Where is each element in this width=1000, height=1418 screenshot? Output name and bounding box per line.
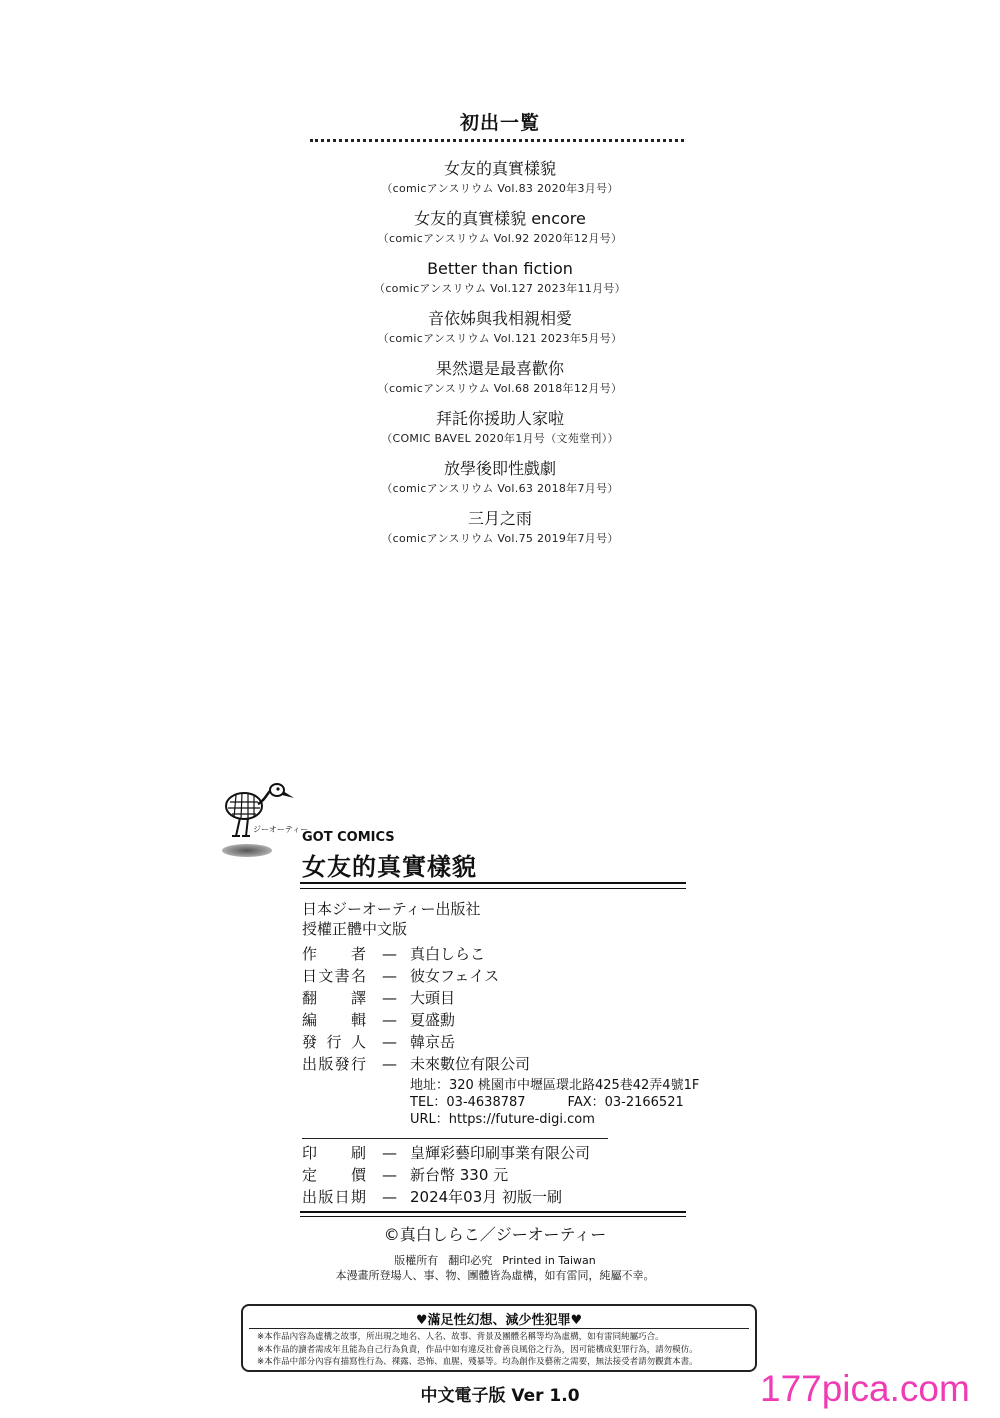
rights-text: 翻印必究 xyxy=(448,1254,493,1267)
warning-slogan: ♥滿足性幻想、減少性犯罪♥ xyxy=(415,1313,583,1328)
publication-source: （comicアンスリウム Vol.121 2023年5月号） xyxy=(377,332,623,345)
tel-text: TEL：03-4638787 xyxy=(410,1095,526,1110)
warning-notes xyxy=(257,1331,698,1369)
publication-source: （comicアンスリウム Vol.92 2020年12月号） xyxy=(377,232,623,245)
credit-label: 翻譯 xyxy=(302,989,366,1007)
publisher-note-line: 日本ジーオーティー出版社 xyxy=(302,900,481,918)
rights-text: Printed in Taiwan xyxy=(502,1254,596,1267)
contact-line xyxy=(410,1094,699,1111)
warning-divider xyxy=(249,1328,749,1329)
publication-title: 拜託你援助人家啦 xyxy=(435,409,564,428)
credit-value: 韓京岳 xyxy=(410,1033,456,1051)
credit-dash: — xyxy=(382,1188,397,1206)
logo-shadow xyxy=(222,844,272,857)
copyright-notice: ©真白しらこ／ジーオーティー xyxy=(383,1225,607,1244)
title-rule xyxy=(300,882,686,889)
publication-entry xyxy=(0,208,1000,258)
warning-note: ※本作品內容為虛構之故事，所出現之地名、人名、故事、背景及團體名稱等均為虛構，如有雷同純屬巧合。 xyxy=(257,1332,664,1342)
disclaimer: 本漫畫所登場人、事、物、團體皆為虛構，如有雷同，純屬不幸。 xyxy=(335,1269,655,1282)
rights-text: 版權所有 xyxy=(394,1254,439,1267)
credit-value: 彼女フェイス xyxy=(410,967,500,985)
logo-label: ジーオーティー xyxy=(253,825,309,834)
first-publication-list xyxy=(0,158,1000,558)
rights-line xyxy=(0,1252,990,1268)
edition-version: 中文電子版 Ver 1.0 xyxy=(420,1386,580,1406)
fax-text: FAX：03-2166521 xyxy=(567,1095,684,1110)
publication-entry xyxy=(0,358,1000,408)
publisher-note-line: 授權正體中文版 xyxy=(302,920,408,938)
credit-dash: — xyxy=(382,1011,397,1029)
credit-dash: — xyxy=(382,1144,397,1162)
publication-title: 女友的真實樣貌 encore xyxy=(414,209,586,228)
credit-label: 印刷 xyxy=(302,1144,366,1162)
credit-value: 夏盛勳 xyxy=(410,1011,456,1029)
book-title: 女友的真實樣貌 xyxy=(302,853,477,881)
credit-label: 發行人 xyxy=(302,1033,366,1051)
credit-value: 未來數位有限公司 xyxy=(410,1055,531,1073)
credit-dash: — xyxy=(382,1166,397,1184)
credit-value: 真白しらこ xyxy=(410,945,486,963)
credit-dash: — xyxy=(382,967,397,985)
warning-box xyxy=(241,1304,757,1372)
dotted-divider xyxy=(310,139,684,142)
credit-label: 作者 xyxy=(302,945,366,963)
credit-dash: — xyxy=(382,989,397,1007)
publication-entry xyxy=(0,308,1000,358)
publication-entry xyxy=(0,408,1000,458)
publication-entry xyxy=(0,158,1000,208)
publication-title: 放學後即性戲劇 xyxy=(443,459,556,478)
credit-label: 編輯 xyxy=(302,1011,366,1029)
warning-note: ※本作品的讀者需成年且能為自己行為負責，作品中如有違反社會善良風俗之行為，因可能構成犯罪行為，請勿模仿。 xyxy=(257,1344,698,1355)
publication-title: 果然還是最喜歡你 xyxy=(435,359,564,378)
credit-dash: — xyxy=(382,1033,397,1051)
credit-value: 新台幣 330 元 xyxy=(410,1166,509,1184)
credits-divider xyxy=(302,1138,608,1139)
credit-label: 出版發行 xyxy=(302,1055,366,1073)
credit-label: 定價 xyxy=(302,1166,366,1184)
credit-value: 皇輝彩藝印刷事業有限公司 xyxy=(410,1144,591,1162)
credit-label: 出版日期 xyxy=(302,1188,366,1206)
credit-value: 2024年03月 初版一刷 xyxy=(410,1188,563,1206)
publisher-note xyxy=(302,899,481,939)
publication-title: 音依姊與我相親相愛 xyxy=(427,309,572,328)
warning-note: ※本作品中部分內容有描寫性行為、裸露、恐怖、血腥、殘暴等。均為創作及藝術之需要，無法接受者請勿觀賞本書。 xyxy=(257,1357,698,1367)
series-label: GOT COMICS xyxy=(302,830,395,845)
publication-title: 女友的真實樣貌 xyxy=(443,159,556,178)
publication-source: （COMIC BAVEL 2020年1月号（文苑堂刊）） xyxy=(381,432,619,445)
url-line: URL：https://future-digi.com xyxy=(410,1112,595,1127)
publication-source: （comicアンスリウム Vol.68 2018年12月号） xyxy=(377,382,623,395)
publication-entry xyxy=(0,508,1000,558)
publication-source: （comicアンスリウム Vol.75 2019年7月号） xyxy=(381,532,619,545)
publication-source: （comicアンスリウム Vol.127 2023年11月号） xyxy=(374,282,626,295)
publication-title: Better than fiction xyxy=(427,259,573,278)
publication-source: （comicアンスリウム Vol.63 2018年7月号） xyxy=(381,482,619,495)
publication-source: （comicアンスリウム Vol.83 2020年3月号） xyxy=(381,182,619,195)
first-publication-heading: 初出一覧 xyxy=(459,112,540,134)
colophon-bottom-rule xyxy=(300,1211,686,1217)
credit-dash: — xyxy=(382,1055,397,1073)
publication-title: 三月之雨 xyxy=(467,509,532,528)
publication-entry xyxy=(0,458,1000,508)
credit-value: 大頭目 xyxy=(410,989,456,1007)
publication-entry xyxy=(0,258,1000,308)
address-block xyxy=(410,1077,699,1128)
credit-dash: — xyxy=(382,945,397,963)
address-line: 地址：320 桃園市中壢區環北路425巷42弄4號1F xyxy=(410,1078,700,1093)
site-watermark: 177pica.com xyxy=(760,1368,970,1409)
credit-label: 日文書名 xyxy=(302,967,366,985)
